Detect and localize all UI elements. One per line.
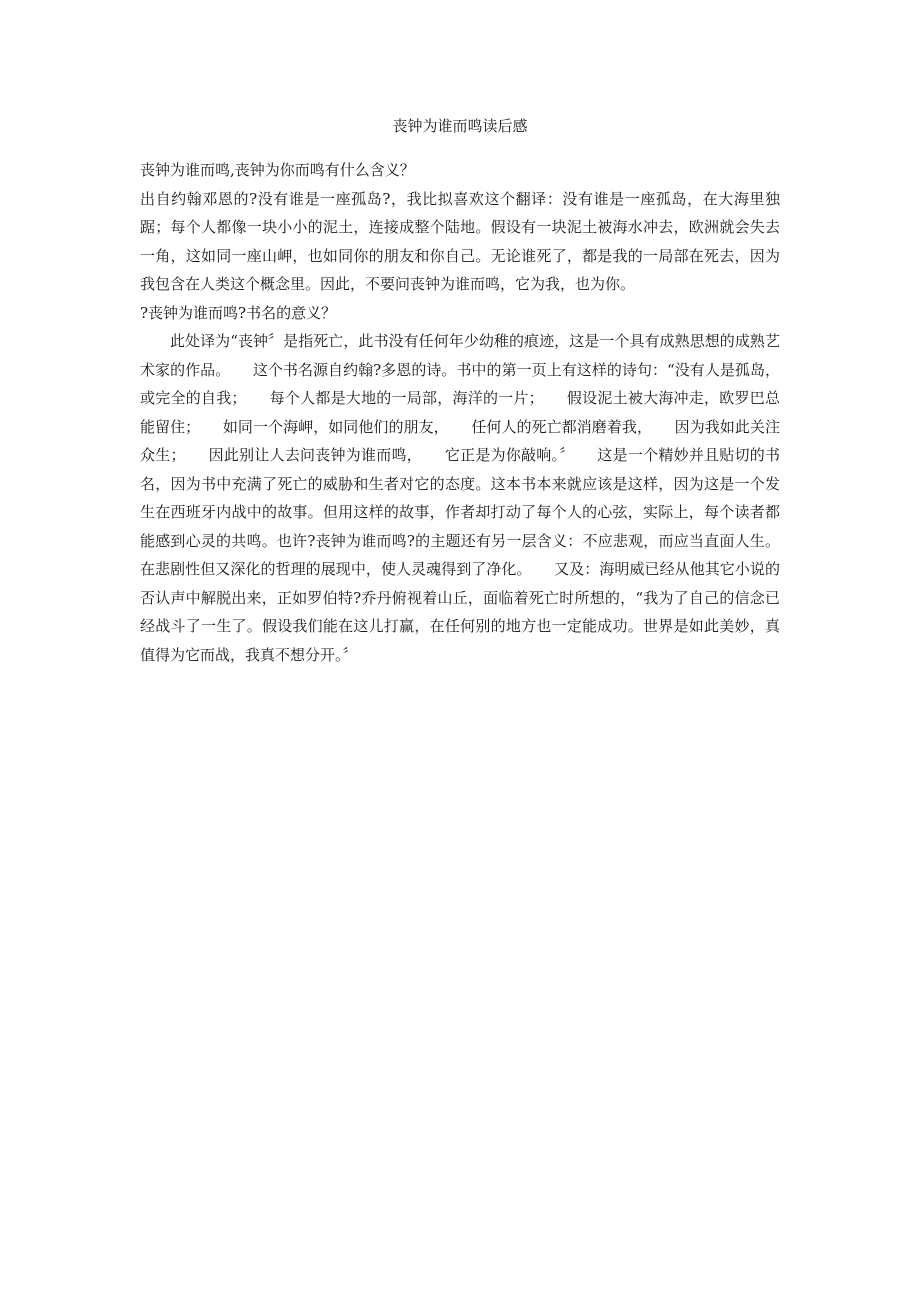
document-body <box>140 156 780 669</box>
answer-paragraph-2: 此处译为“丧钟〞是指死亡，此书没有任何年少幼稚的痕迹，这是一个具有成熟思想的成熟艺术家的作品。 这个书名源自约翰?多恩的诗。书中的第一页上有这样的诗句：“没有人是孤岛，或完全的自我； 每个人都是大地的一局部，海洋的一片； 假设泥土被大海冲走，欧罗巴总能留住； 如同一个海岬，如同他们的朋友， 任何人的死亡都消磨着我， 因为我如此关注众生； 因此别让人去问丧钟为谁而鸣， 它正是为你敲响。〞 这是一个精妙并且贴切的书名，因为书中充满了死亡的威胁和生者对它的态度。这本书本来就应该是这样，因为这是一个发生在西班牙内战中的故事。但用这样的故事，作者却打动了每个人的心弦，实际上，每个读者都能感到心灵的共鸣。也许?丧钟为谁而鸣?的主题还有另一层含义：不应悲观，而应当直面人生。在悲剧性但又深化的哲理的展现中，使人灵魂得到了净化。 又及：海明威已经从他其它小说的否认声中解脱出来，正如罗伯特?乔丹俯视着山丘，面临着死亡时所想的，“我为了自己的信念已经战斗了一生了。假设我们能在这儿打赢，在任何别的地方也一定能成功。世界是如此美妙，真值得为它而战，我真不想分开。〞 <box>140 332 780 664</box>
answer-paragraph-1: 出自约翰邓恩的?没有谁是一座孤岛?，我比拟喜欢这个翻译：没有谁是一座孤岛，在大海里独踞；每个人都像一块小小的泥土，连接成整个陆地。假设有一块泥土被海水冲去，欧洲就会失去一角，这如同一座山岬，也如同你的朋友和你自己。无论谁死了，都是我的一局部在死去，因为我包含在人类这个概念里。因此，不要问丧钟为谁而鸣，它为我，也为你。 <box>140 189 780 293</box>
question-heading-2: ?丧钟为谁而鸣?书名的意义？ <box>140 303 337 322</box>
question-heading-1: 丧钟为谁而鸣,丧钟为你而鸣有什么含义？ <box>140 161 415 179</box>
document-title: 丧钟为谁而鸣读后感 <box>392 117 528 135</box>
